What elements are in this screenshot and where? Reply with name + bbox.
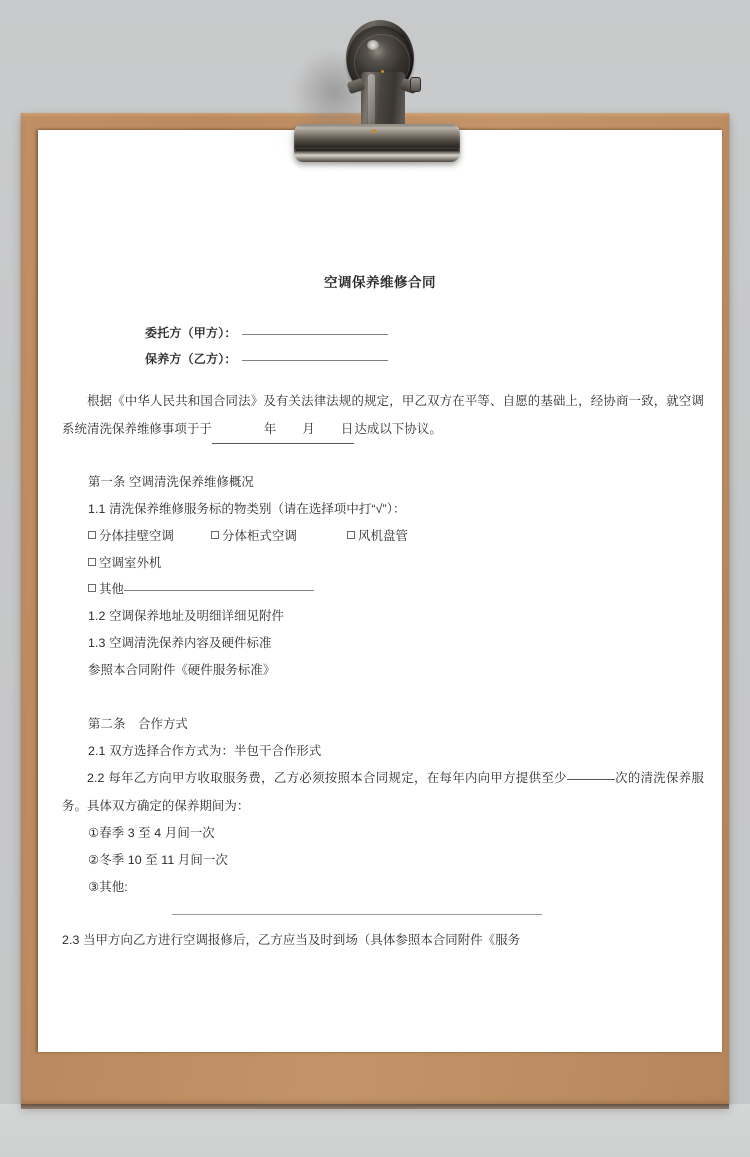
clip-bar [294,124,460,162]
checkbox-label-fan-coil: 风机盘管 [358,529,408,543]
preamble-before-date: 根据《中华人民共和国合同法》及有关法律法规的规定，甲乙双方在平等、自愿的基础上，经协商一致，就空调系统清洗保养维修事项于于 [62,394,704,436]
schedule-item-spring: ①春季 3 至 4 月间一次 [88,826,215,840]
desk-surface [0,1104,750,1157]
item-1-1: 1.1 清洗保养维修服务标的物类别（请在选择项中打“√”）： [88,502,406,516]
checkbox-label-outdoor-unit: 空调室外机 [99,556,162,570]
schedule-item-other: ③其他: [88,880,128,894]
visits-count-blank[interactable] [567,779,615,780]
preamble-after-date: 达成以下协议。 [354,421,442,436]
clip-bar-rivet [372,129,376,133]
item-2-1: 2.1 双方选择合作方式为：半包干合作形式 [88,744,322,758]
item-1-2: 1.2 空调保养地址及明细详细见附件 [88,609,284,623]
clip-disc-highlight [367,40,379,50]
checkbox-label-split-wall: 分体挂壁空调 [99,529,174,543]
clip-bar-seam [296,149,458,151]
article-1-heading: 第一条 空调清洗保养维修概况 [88,475,254,489]
date-day-label: 日 [340,421,354,436]
party-a-row [145,324,388,341]
contract-document [38,130,722,1052]
schedule-item-winter: ②冬季 10 至 11 月间一次 [88,853,228,867]
preamble-paragraph [62,388,704,444]
party-a-label: 委托方（甲方）： [145,326,237,340]
checkbox-icon[interactable] [211,531,219,539]
checkbox-icon[interactable] [88,531,96,539]
item-2-2-before: 2.2 每年乙方向甲方收取服务费，乙方必须按照本合同规定，在每年内向甲方提供至少 [87,771,567,785]
checkbox-row-other [88,576,728,603]
party-a-blank[interactable] [242,334,388,335]
checkbox-icon[interactable] [88,584,96,592]
item-1-3-reference: 参照本合同附件《硬件服务标准》 [88,663,276,677]
page-title: 空调保养维修合同 [324,275,436,290]
item-2-3: 2.3 当甲方向乙方进行空调报修后，乙方应当及时到场（具体参照本合同附件《服务 [62,933,521,947]
item-2-2-after: 次的清洗保养服务。具体双方确定的保养期间为： [62,771,705,813]
other-category-blank[interactable] [124,590,314,591]
checkbox-label-split-cabinet: 分体柜式空调 [222,529,297,543]
schedule-other-blank-rule[interactable] [172,914,542,915]
party-b-row [145,350,388,367]
item-1-3: 1.3 空调清洗保养内容及硬件标准 [88,636,272,650]
clipboard-bottom-edge [21,1104,729,1109]
party-b-label: 保养方（乙方）： [145,352,237,366]
date-year-blank[interactable] [212,416,355,445]
checkbox-icon[interactable] [347,531,355,539]
clip-screw-icon [410,77,421,92]
date-year-label: 年 [263,421,277,436]
checkbox-icon[interactable] [88,558,96,566]
checkbox-row-1 [88,523,728,550]
party-b-blank[interactable] [242,360,388,361]
checkbox-label-other: 其他 [99,582,124,596]
binder-clip [268,12,483,172]
date-month-label: 月 [302,421,315,436]
contract-paper [38,130,722,1052]
checkbox-row-2 [88,550,728,577]
clip-neck-rivet [381,70,384,73]
item-2-2 [62,765,704,820]
article-2-heading: 第二条 合作方式 [88,717,188,731]
